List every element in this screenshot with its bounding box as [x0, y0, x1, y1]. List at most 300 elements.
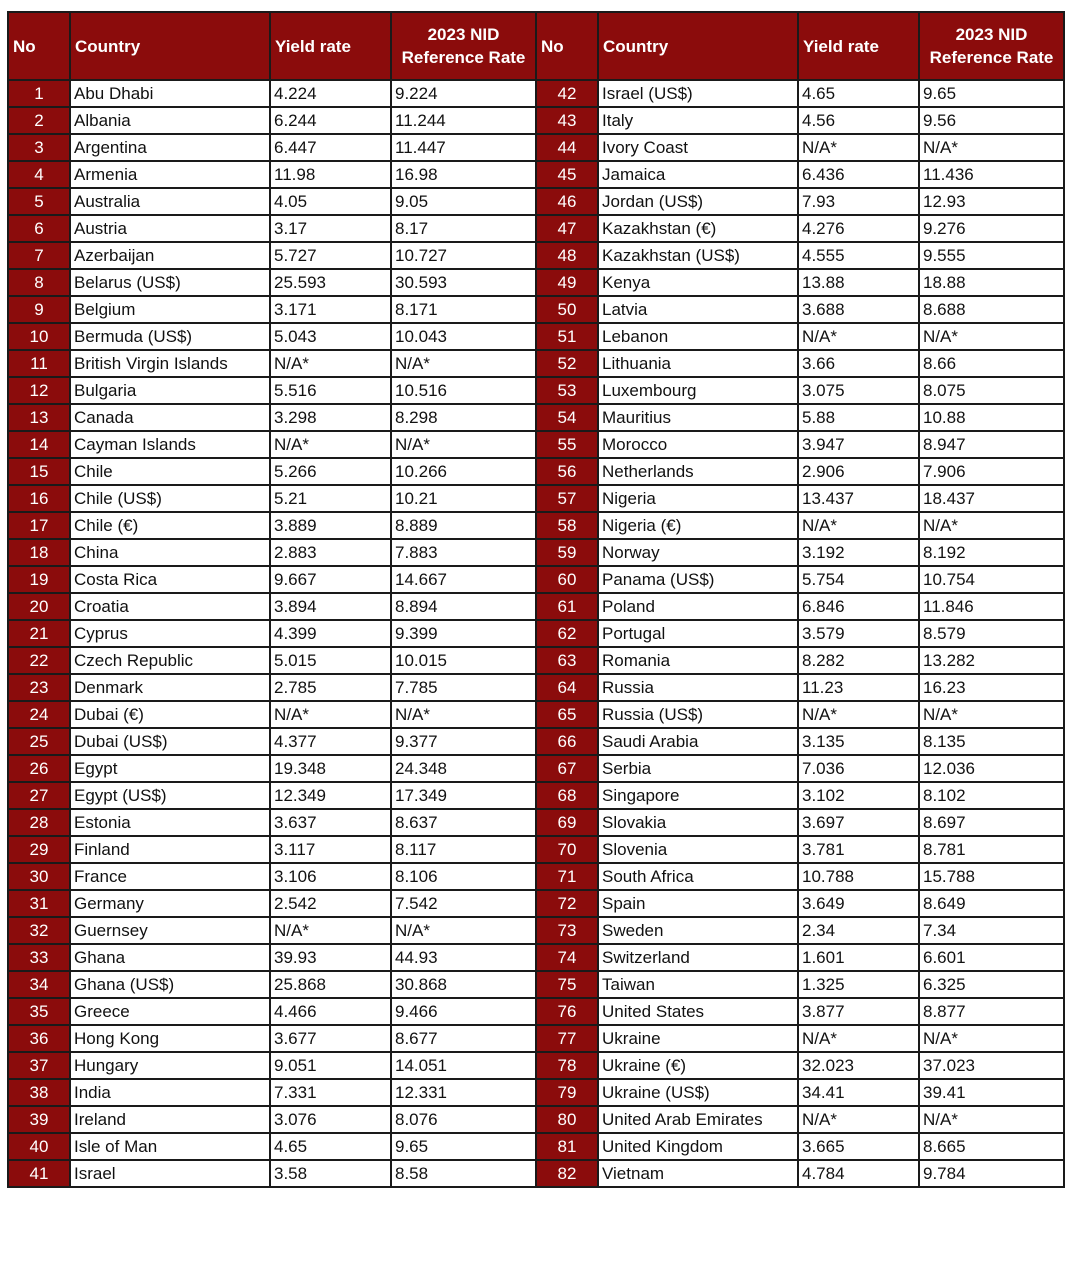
row-number-right: 59 [536, 539, 598, 566]
row-number-right: 82 [536, 1160, 598, 1187]
country-cell-left: Albania [70, 107, 270, 134]
reference-rate-cell-left: 8.298 [391, 404, 536, 431]
country-cell-right: Vietnam [598, 1160, 798, 1187]
yield-rate-cell-right: N/A* [798, 323, 919, 350]
country-cell-left: Germany [70, 890, 270, 917]
yield-rate-cell-left: N/A* [270, 431, 391, 458]
yield-rate-cell-left: 39.93 [270, 944, 391, 971]
yield-rate-cell-left: 4.377 [270, 728, 391, 755]
row-number-right: 70 [536, 836, 598, 863]
table-row [8, 377, 1064, 404]
row-number-right: 47 [536, 215, 598, 242]
reference-rate-cell-left: 8.637 [391, 809, 536, 836]
row-number-left: 11 [8, 350, 70, 377]
country-cell-right: Singapore [598, 782, 798, 809]
table-row [8, 971, 1064, 998]
row-number-right: 53 [536, 377, 598, 404]
table-row [8, 350, 1064, 377]
country-cell-left: Azerbaijan [70, 242, 270, 269]
row-number-right: 80 [536, 1106, 598, 1133]
yield-rate-cell-left: 5.043 [270, 323, 391, 350]
reference-rate-cell-left: N/A* [391, 917, 536, 944]
reference-rate-cell-left: 12.331 [391, 1079, 536, 1106]
row-number-left: 2 [8, 107, 70, 134]
country-cell-left: Hungary [70, 1052, 270, 1079]
row-number-left: 40 [8, 1133, 70, 1160]
yield-rate-cell-left: 4.05 [270, 188, 391, 215]
row-number-left: 5 [8, 188, 70, 215]
country-cell-right: Nigeria (€) [598, 512, 798, 539]
country-cell-left: Dubai (€) [70, 701, 270, 728]
header-row [8, 12, 1064, 80]
reference-rate-cell-right: 11.846 [919, 593, 1064, 620]
table-row [8, 1025, 1064, 1052]
table-row [8, 215, 1064, 242]
country-cell-left: Guernsey [70, 917, 270, 944]
reference-rate-cell-right: 6.325 [919, 971, 1064, 998]
country-cell-left: France [70, 863, 270, 890]
table-row [8, 107, 1064, 134]
yield-rate-cell-left: 9.051 [270, 1052, 391, 1079]
reference-rate-cell-left: 9.05 [391, 188, 536, 215]
row-number-right: 52 [536, 350, 598, 377]
reference-rate-cell-right: 8.66 [919, 350, 1064, 377]
reference-rate-cell-left: 14.667 [391, 566, 536, 593]
reference-rate-cell-left: 8.171 [391, 296, 536, 323]
row-number-left: 36 [8, 1025, 70, 1052]
country-cell-right: Portugal [598, 620, 798, 647]
table-row [8, 890, 1064, 917]
row-number-left: 29 [8, 836, 70, 863]
table-row [8, 80, 1064, 107]
country-cell-right: Ukraine [598, 1025, 798, 1052]
reference-rate-cell-right: 16.23 [919, 674, 1064, 701]
country-cell-left: Finland [70, 836, 270, 863]
reference-rate-cell-right: 18.88 [919, 269, 1064, 296]
yield-rate-cell-right: 5.88 [798, 404, 919, 431]
reference-rate-cell-left: N/A* [391, 431, 536, 458]
reference-rate-cell-right: 8.075 [919, 377, 1064, 404]
country-cell-right: Sweden [598, 917, 798, 944]
country-cell-right: Russia (US$) [598, 701, 798, 728]
table-row [8, 593, 1064, 620]
yield-rate-cell-left: 2.883 [270, 539, 391, 566]
reference-rate-cell-right: 12.036 [919, 755, 1064, 782]
country-cell-left: Czech Republic [70, 647, 270, 674]
table-row [8, 1133, 1064, 1160]
reference-rate-cell-left: 7.542 [391, 890, 536, 917]
table-header [8, 12, 1064, 80]
reference-rate-cell-right: 39.41 [919, 1079, 1064, 1106]
yield-rate-cell-right: 4.555 [798, 242, 919, 269]
country-cell-right: Slovenia [598, 836, 798, 863]
yield-rate-cell-right: 4.65 [798, 80, 919, 107]
country-cell-left: Estonia [70, 809, 270, 836]
yield-rate-cell-left: 5.727 [270, 242, 391, 269]
reference-rate-cell-right: 8.102 [919, 782, 1064, 809]
header-country-right: Country [598, 12, 798, 80]
row-number-right: 54 [536, 404, 598, 431]
yield-rate-cell-left: 3.106 [270, 863, 391, 890]
row-number-right: 71 [536, 863, 598, 890]
yield-rate-cell-right: 3.781 [798, 836, 919, 863]
table-row [8, 485, 1064, 512]
yield-rate-cell-left: 3.637 [270, 809, 391, 836]
yield-rate-cell-left: 3.677 [270, 1025, 391, 1052]
row-number-right: 57 [536, 485, 598, 512]
row-number-left: 24 [8, 701, 70, 728]
row-number-right: 50 [536, 296, 598, 323]
table-row [8, 674, 1064, 701]
yield-rate-cell-right: 7.93 [798, 188, 919, 215]
yield-rate-cell-right: 3.66 [798, 350, 919, 377]
country-cell-right: Switzerland [598, 944, 798, 971]
row-number-left: 22 [8, 647, 70, 674]
row-number-left: 16 [8, 485, 70, 512]
reference-rate-cell-right: 18.437 [919, 485, 1064, 512]
country-cell-left: Abu Dhabi [70, 80, 270, 107]
row-number-right: 78 [536, 1052, 598, 1079]
reference-rate-cell-left: 8.106 [391, 863, 536, 890]
row-number-left: 19 [8, 566, 70, 593]
table-row [8, 701, 1064, 728]
reference-rate-cell-left: 8.58 [391, 1160, 536, 1187]
yield-rate-cell-left: 25.868 [270, 971, 391, 998]
table-row [8, 809, 1064, 836]
reference-rate-cell-left: 8.117 [391, 836, 536, 863]
yield-rate-cell-left: 5.21 [270, 485, 391, 512]
country-cell-right: Serbia [598, 755, 798, 782]
yield-rate-cell-left: N/A* [270, 701, 391, 728]
table-row [8, 917, 1064, 944]
country-cell-right: Kenya [598, 269, 798, 296]
yield-rate-cell-right: 3.192 [798, 539, 919, 566]
row-number-right: 55 [536, 431, 598, 458]
row-number-right: 62 [536, 620, 598, 647]
country-cell-right: Morocco [598, 431, 798, 458]
reference-rate-cell-left: 9.224 [391, 80, 536, 107]
table-row [8, 323, 1064, 350]
yield-rate-cell-right: 3.688 [798, 296, 919, 323]
row-number-left: 37 [8, 1052, 70, 1079]
row-number-right: 60 [536, 566, 598, 593]
reference-rate-cell-left: 9.65 [391, 1133, 536, 1160]
row-number-left: 31 [8, 890, 70, 917]
row-number-right: 75 [536, 971, 598, 998]
row-number-right: 73 [536, 917, 598, 944]
yield-rate-cell-left: 4.466 [270, 998, 391, 1025]
yield-rate-cell-right: 4.784 [798, 1160, 919, 1187]
reference-rate-cell-left: N/A* [391, 350, 536, 377]
row-number-left: 39 [8, 1106, 70, 1133]
table-row [8, 755, 1064, 782]
row-number-right: 42 [536, 80, 598, 107]
reference-rate-cell-left: 16.98 [391, 161, 536, 188]
reference-rate-cell-right: 8.135 [919, 728, 1064, 755]
header-yield-left: Yield rate [270, 12, 391, 80]
reference-rate-cell-right: 8.649 [919, 890, 1064, 917]
country-cell-right: Poland [598, 593, 798, 620]
reference-rate-cell-right: 13.282 [919, 647, 1064, 674]
row-number-left: 13 [8, 404, 70, 431]
reference-rate-cell-left: 24.348 [391, 755, 536, 782]
row-number-left: 4 [8, 161, 70, 188]
country-cell-right: United Kingdom [598, 1133, 798, 1160]
country-cell-left: Chile [70, 458, 270, 485]
country-cell-left: Armenia [70, 161, 270, 188]
yield-rate-cell-right: 10.788 [798, 863, 919, 890]
table-row [8, 566, 1064, 593]
country-cell-left: British Virgin Islands [70, 350, 270, 377]
country-cell-left: Ireland [70, 1106, 270, 1133]
rates-table-container [7, 11, 1063, 1188]
yield-rate-cell-left: 3.894 [270, 593, 391, 620]
yield-rate-cell-right: 3.665 [798, 1133, 919, 1160]
yield-rate-cell-right: 1.325 [798, 971, 919, 998]
table-row [8, 728, 1064, 755]
nid-reference-rate-table [7, 11, 1065, 1188]
yield-rate-cell-right: 4.56 [798, 107, 919, 134]
yield-rate-cell-right: 13.437 [798, 485, 919, 512]
yield-rate-cell-right: 3.649 [798, 890, 919, 917]
reference-rate-cell-left: 8.889 [391, 512, 536, 539]
country-cell-right: Russia [598, 674, 798, 701]
row-number-left: 28 [8, 809, 70, 836]
reference-rate-cell-right: 9.555 [919, 242, 1064, 269]
table-row [8, 539, 1064, 566]
yield-rate-cell-right: 3.135 [798, 728, 919, 755]
reference-rate-cell-right: 8.877 [919, 998, 1064, 1025]
yield-rate-cell-right: 32.023 [798, 1052, 919, 1079]
reference-rate-cell-right: N/A* [919, 512, 1064, 539]
yield-rate-cell-right: 8.282 [798, 647, 919, 674]
row-number-left: 9 [8, 296, 70, 323]
row-number-right: 65 [536, 701, 598, 728]
country-cell-right: Saudi Arabia [598, 728, 798, 755]
row-number-left: 30 [8, 863, 70, 890]
country-cell-right: Slovakia [598, 809, 798, 836]
country-cell-left: Ghana [70, 944, 270, 971]
row-number-right: 79 [536, 1079, 598, 1106]
table-row [8, 1160, 1064, 1187]
yield-rate-cell-left: 4.224 [270, 80, 391, 107]
reference-rate-cell-right: N/A* [919, 323, 1064, 350]
country-cell-right: Mauritius [598, 404, 798, 431]
country-cell-right: Ukraine (US$) [598, 1079, 798, 1106]
reference-rate-cell-left: 10.015 [391, 647, 536, 674]
header-country-left: Country [70, 12, 270, 80]
row-number-right: 64 [536, 674, 598, 701]
country-cell-left: Egypt [70, 755, 270, 782]
country-cell-left: Cayman Islands [70, 431, 270, 458]
yield-rate-cell-right: 34.41 [798, 1079, 919, 1106]
yield-rate-cell-left: 4.65 [270, 1133, 391, 1160]
country-cell-left: Isle of Man [70, 1133, 270, 1160]
country-cell-left: Croatia [70, 593, 270, 620]
country-cell-left: Cyprus [70, 620, 270, 647]
yield-rate-cell-right: 11.23 [798, 674, 919, 701]
row-number-right: 77 [536, 1025, 598, 1052]
row-number-left: 3 [8, 134, 70, 161]
header-no-right: No [536, 12, 598, 80]
row-number-left: 26 [8, 755, 70, 782]
row-number-right: 58 [536, 512, 598, 539]
reference-rate-cell-left: 11.447 [391, 134, 536, 161]
row-number-left: 10 [8, 323, 70, 350]
yield-rate-cell-right: N/A* [798, 1106, 919, 1133]
country-cell-left: Australia [70, 188, 270, 215]
reference-rate-cell-right: 37.023 [919, 1052, 1064, 1079]
country-cell-left: Denmark [70, 674, 270, 701]
yield-rate-cell-left: 5.015 [270, 647, 391, 674]
yield-rate-cell-left: 3.17 [270, 215, 391, 242]
yield-rate-cell-right: N/A* [798, 1025, 919, 1052]
yield-rate-cell-left: 3.076 [270, 1106, 391, 1133]
yield-rate-cell-right: 6.436 [798, 161, 919, 188]
row-number-right: 81 [536, 1133, 598, 1160]
reference-rate-cell-left: 11.244 [391, 107, 536, 134]
yield-rate-cell-left: 12.349 [270, 782, 391, 809]
reference-rate-cell-right: N/A* [919, 701, 1064, 728]
reference-rate-cell-left: 8.677 [391, 1025, 536, 1052]
row-number-left: 1 [8, 80, 70, 107]
yield-rate-cell-right: N/A* [798, 134, 919, 161]
reference-rate-cell-left: 8.076 [391, 1106, 536, 1133]
yield-rate-cell-left: 11.98 [270, 161, 391, 188]
row-number-left: 18 [8, 539, 70, 566]
row-number-right: 44 [536, 134, 598, 161]
country-cell-right: South Africa [598, 863, 798, 890]
reference-rate-cell-right: 7.34 [919, 917, 1064, 944]
country-cell-right: Latvia [598, 296, 798, 323]
table-row [8, 242, 1064, 269]
yield-rate-cell-right: 3.697 [798, 809, 919, 836]
country-cell-right: Romania [598, 647, 798, 674]
table-row [8, 944, 1064, 971]
table-row [8, 863, 1064, 890]
row-number-left: 33 [8, 944, 70, 971]
country-cell-left: Chile (US$) [70, 485, 270, 512]
reference-rate-cell-right: 8.665 [919, 1133, 1064, 1160]
row-number-left: 23 [8, 674, 70, 701]
yield-rate-cell-left: 3.889 [270, 512, 391, 539]
reference-rate-cell-right: 8.192 [919, 539, 1064, 566]
row-number-right: 61 [536, 593, 598, 620]
yield-rate-cell-left: 2.542 [270, 890, 391, 917]
country-cell-left: Belgium [70, 296, 270, 323]
country-cell-right: Jamaica [598, 161, 798, 188]
row-number-right: 68 [536, 782, 598, 809]
reference-rate-cell-right: 10.88 [919, 404, 1064, 431]
reference-rate-cell-left: 30.868 [391, 971, 536, 998]
reference-rate-cell-left: 7.785 [391, 674, 536, 701]
yield-rate-cell-left: N/A* [270, 917, 391, 944]
reference-rate-cell-left: 7.883 [391, 539, 536, 566]
table-row [8, 1106, 1064, 1133]
reference-rate-cell-left: 14.051 [391, 1052, 536, 1079]
yield-rate-cell-right: 3.075 [798, 377, 919, 404]
yield-rate-cell-right: 2.34 [798, 917, 919, 944]
yield-rate-cell-right: 3.947 [798, 431, 919, 458]
row-number-left: 12 [8, 377, 70, 404]
country-cell-left: Bulgaria [70, 377, 270, 404]
reference-rate-cell-right: 9.784 [919, 1160, 1064, 1187]
reference-rate-cell-right: 15.788 [919, 863, 1064, 890]
table-row [8, 404, 1064, 431]
country-cell-right: Taiwan [598, 971, 798, 998]
yield-rate-cell-right: 5.754 [798, 566, 919, 593]
reference-rate-cell-right: 9.276 [919, 215, 1064, 242]
country-cell-left: Bermuda (US$) [70, 323, 270, 350]
row-number-right: 72 [536, 890, 598, 917]
reference-rate-cell-left: 10.043 [391, 323, 536, 350]
yield-rate-cell-right: 6.846 [798, 593, 919, 620]
country-cell-left: Belarus (US$) [70, 269, 270, 296]
country-cell-left: Canada [70, 404, 270, 431]
country-cell-left: Austria [70, 215, 270, 242]
row-number-right: 74 [536, 944, 598, 971]
yield-rate-cell-right: 3.877 [798, 998, 919, 1025]
reference-rate-cell-left: 9.399 [391, 620, 536, 647]
row-number-right: 67 [536, 755, 598, 782]
row-number-left: 41 [8, 1160, 70, 1187]
row-number-right: 49 [536, 269, 598, 296]
reference-rate-cell-right: N/A* [919, 1025, 1064, 1052]
yield-rate-cell-right: 7.036 [798, 755, 919, 782]
country-cell-right: Israel (US$) [598, 80, 798, 107]
header-ref-right: 2023 NID Reference Rate [919, 12, 1064, 80]
reference-rate-cell-left: 10.516 [391, 377, 536, 404]
country-cell-right: Norway [598, 539, 798, 566]
yield-rate-cell-left: 3.58 [270, 1160, 391, 1187]
country-cell-left: China [70, 539, 270, 566]
reference-rate-cell-left: 8.894 [391, 593, 536, 620]
row-number-left: 7 [8, 242, 70, 269]
country-cell-right: Ukraine (€) [598, 1052, 798, 1079]
yield-rate-cell-left: 7.331 [270, 1079, 391, 1106]
table-row [8, 188, 1064, 215]
row-number-left: 38 [8, 1079, 70, 1106]
table-row [8, 134, 1064, 161]
country-cell-right: Jordan (US$) [598, 188, 798, 215]
yield-rate-cell-right: 3.102 [798, 782, 919, 809]
reference-rate-cell-left: 17.349 [391, 782, 536, 809]
country-cell-left: Chile (€) [70, 512, 270, 539]
table-row [8, 836, 1064, 863]
reference-rate-cell-right: 7.906 [919, 458, 1064, 485]
country-cell-right: Spain [598, 890, 798, 917]
reference-rate-cell-right: 8.781 [919, 836, 1064, 863]
table-row [8, 458, 1064, 485]
reference-rate-cell-left: 10.266 [391, 458, 536, 485]
country-cell-left: Costa Rica [70, 566, 270, 593]
row-number-right: 66 [536, 728, 598, 755]
table-row [8, 620, 1064, 647]
row-number-right: 43 [536, 107, 598, 134]
yield-rate-cell-left: 25.593 [270, 269, 391, 296]
reference-rate-cell-right: 8.947 [919, 431, 1064, 458]
reference-rate-cell-left: 9.377 [391, 728, 536, 755]
country-cell-right: Lebanon [598, 323, 798, 350]
table-body [8, 80, 1064, 1187]
yield-rate-cell-left: 4.399 [270, 620, 391, 647]
table-row [8, 1052, 1064, 1079]
row-number-right: 56 [536, 458, 598, 485]
row-number-left: 35 [8, 998, 70, 1025]
yield-rate-cell-right: N/A* [798, 701, 919, 728]
reference-rate-cell-right: N/A* [919, 1106, 1064, 1133]
yield-rate-cell-left: 2.785 [270, 674, 391, 701]
